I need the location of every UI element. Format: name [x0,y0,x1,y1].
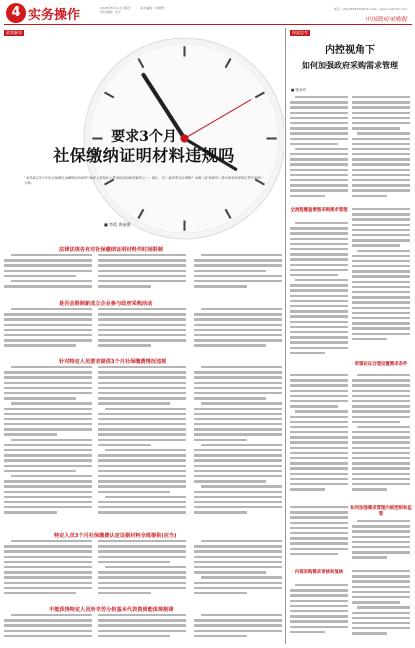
header-editor: 责任编辑：李正 [100,10,122,14]
text-col [194,308,282,352]
text-col [4,254,92,294]
article-tag: 政策解读 [6,30,22,35]
article-lead: “事先指定3个月社会保障资金缴纳证明材料”算得上是投标人常见的证明材料要求之一。那么，这一要求是否合理呢？本期《实务操作》将从相关法规规定等方面逐一分析。 [24,176,264,185]
text-col [98,366,186,526]
text-col [4,540,92,600]
text-col [98,540,186,600]
side-subhead-4: 内部采购需求审核和复核 [294,570,344,575]
column-divider [285,28,286,644]
side-author: ■ 张冰玲 [291,88,306,92]
text-col [98,254,186,294]
text-col [290,506,348,566]
subhead-2: 是否会限制新成立企业参与政府采购活动 [59,301,153,307]
text-col [98,308,186,352]
newspaper-logo: 中国政府采购报 [364,16,407,23]
text-col [290,374,348,504]
side-article [288,28,412,644]
article-byline: ■ 李霞 黄丽娜 [104,222,131,227]
text-col [290,96,348,206]
text-col [194,366,282,526]
subhead-1: 法律法规各有对社保缴纳证明材料作时间限制 [59,247,163,253]
text-col [4,614,92,644]
text-col [352,374,410,504]
subhead-5: 不能获得特定人员所辛苦分担基本代表资质能体规格律 [49,607,174,613]
text-col [194,540,282,600]
header-meta [100,6,132,14]
section-title: 实务操作 [28,8,81,23]
text-col [290,584,348,642]
page-header [0,0,415,26]
text-col [290,222,348,372]
text-col [352,520,410,566]
header-meta-2 [140,6,164,10]
main-article [4,28,284,644]
header-date: 2026年8月11日 星期二 [100,6,133,10]
header-rule [4,24,412,25]
side-title-line-1: 内控视角下 [325,45,375,56]
header-art-editor: 美术编辑：李敏慧 [140,6,165,10]
text-col [194,614,282,644]
text-col [352,570,410,642]
text-col [194,254,282,294]
side-subhead-1: 全流程覆盖增强采购需求管理 [290,208,348,213]
subhead-4: 特定人员3个月社保缴费认定证据材料全部提供(应当) [54,533,177,539]
side-subhead-3: 如何加强需求管理内部控制和监管 [350,506,412,517]
text-col [352,208,410,358]
side-article-tag: 探索思考 [292,30,308,35]
text-col [98,614,186,644]
headline-line-2: 社保缴纳证明材料违规吗 [53,146,235,165]
header-contact: 电话：(010)68393899 E-mail：zgcmcn@163.com [333,7,407,11]
side-title-line-2: 如何加强政府采购需求管理 [302,60,398,70]
subhead-3: 针对特定人员要求提供3个月社保缴费情况违规 [59,359,167,365]
text-col [4,366,92,526]
text-col [352,96,410,206]
side-subhead-2: 审慎论证合理设置需求条件 [354,362,408,367]
hero-illustration [4,36,284,241]
article-headline [44,128,244,166]
text-col [4,308,92,352]
page-number: 4 [6,3,26,23]
headline-line-1: 要求3个月 [111,129,177,145]
